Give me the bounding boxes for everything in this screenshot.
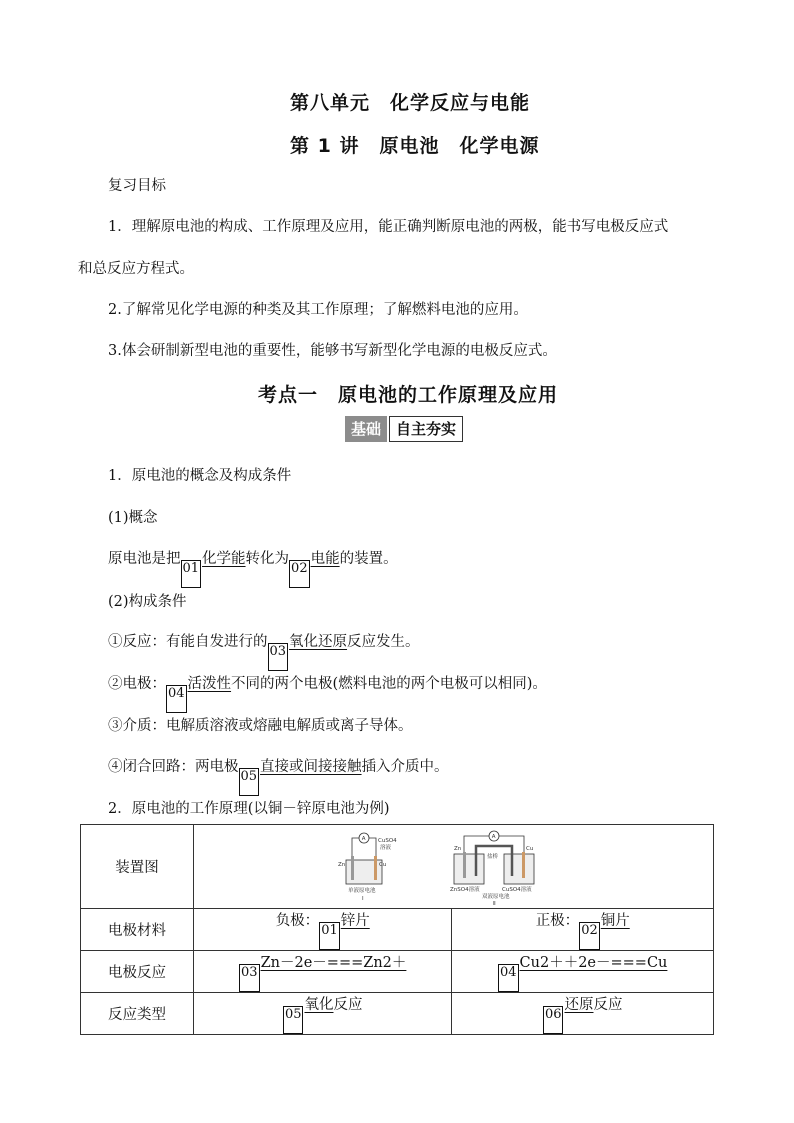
answer-zn-oxidation: Zn－2e－===Zn2＋ [260, 955, 407, 971]
cell-diagram [334, 828, 574, 906]
condition-1 [108, 630, 420, 671]
c1-text-a: ①反应：有能自发进行的 [108, 634, 268, 650]
section-tag [345, 416, 463, 442]
d2-cu-label: Cu [525, 845, 533, 852]
tag-basic: 基础 [345, 416, 387, 442]
condition-heading: (2)构成条件 [108, 594, 187, 610]
answer-redox: 氧化还原 [289, 634, 348, 650]
row-label-reaction: 电极反应 [81, 951, 194, 993]
c4-text-b: 插入介质中。 [361, 759, 449, 775]
table-row [81, 825, 714, 909]
answer-copper: 铜片 [600, 913, 630, 929]
concept-line [108, 547, 398, 588]
goal-1-line-2: 和总反应方程式。 [78, 261, 194, 277]
d2-sol-left: ZnSO4溶液 [449, 886, 480, 893]
p2-heading: 2．原电池的工作原理(以铜－锌原电池为例) [108, 801, 390, 817]
pos-type-suffix: 反应 [593, 997, 623, 1013]
positive-reaction-cell [452, 951, 714, 993]
principle-table [80, 824, 714, 1035]
d1-roman: Ⅰ [361, 895, 364, 902]
blank-number-01: 01 [181, 560, 202, 588]
d2-caption: 双液原电池 [481, 893, 510, 900]
d2-zn-label: Zn [453, 845, 461, 852]
answer-cu-reduction: Cu2＋＋2e－===Cu [519, 955, 668, 971]
positive-electrode-cell [452, 909, 714, 951]
answer-contact: 直接或间接接触 [260, 759, 362, 775]
t-blank-03: 03 [239, 964, 260, 992]
p1-heading: 1．原电池的概念及构成条件 [108, 468, 292, 484]
answer-zinc: 锌片 [340, 913, 370, 929]
answer-reduction: 还原 [564, 997, 594, 1013]
c1-text-b: 反应发生。 [347, 634, 420, 650]
table-row [81, 951, 714, 993]
t-blank-06: 06 [543, 1006, 564, 1034]
condition-2 [108, 672, 547, 713]
tag-self-study: 自主夯实 [389, 416, 463, 442]
d2-sol-right: CuSO4溶液 [501, 886, 532, 893]
single-cell-diagram [338, 833, 397, 902]
concept-text-b: 转化为 [245, 551, 290, 567]
concept-heading: (1)概念 [108, 510, 158, 526]
concept-text-a: 原电池是把 [108, 551, 181, 567]
table-row [81, 909, 714, 951]
d2-roman: Ⅱ [492, 900, 496, 906]
answer-oxidation: 氧化 [304, 997, 334, 1013]
unit-title: 第八单元 化学反应与电能 [290, 92, 531, 114]
d1-solution-label: CuSO4 [377, 837, 397, 844]
d2-ammeter-label: A [491, 833, 496, 840]
blank-number-04: 04 [166, 685, 187, 713]
pos-prefix: 正极： [535, 913, 580, 929]
neg-type-suffix: 反应 [333, 997, 363, 1013]
beaker-right-icon [504, 854, 534, 884]
lesson-title: 第 1 讲 原电池 化学电源 [290, 135, 540, 157]
section-title: 考点一 原电池的工作原理及应用 [258, 384, 559, 406]
row-label-device: 装置图 [81, 825, 194, 909]
t-blank-01: 01 [319, 922, 340, 950]
row-label-material: 电极材料 [81, 909, 194, 951]
goal-3: 3.体会研制新型电池的重要性，能够书写新型化学电源的电极反应式。 [108, 343, 557, 359]
d1-ammeter-label: A [361, 835, 366, 842]
c2-text-b: 不同的两个电极(燃料电池的两个电极可以相同)。 [231, 676, 547, 692]
answer-chemical-energy: 化学能 [202, 551, 246, 567]
double-cell-diagram [450, 831, 534, 906]
blank-number-03: 03 [268, 643, 289, 671]
answer-electric-energy: 电能 [310, 551, 340, 567]
blank-number-02: 02 [289, 560, 310, 588]
concept-text-c: 的装置。 [339, 551, 398, 567]
d1-zn-label: Zn [337, 861, 345, 868]
negative-type-cell [194, 993, 452, 1035]
c2-text-a: ②电极： [108, 676, 166, 692]
negative-electrode-cell [194, 909, 452, 951]
row-label-type: 反应类型 [81, 993, 194, 1035]
d1-solution-label-2: 溶液 [379, 844, 391, 851]
answer-activity: 活泼性 [187, 676, 232, 692]
blank-number-05: 05 [239, 768, 260, 796]
positive-type-cell [452, 993, 714, 1035]
review-heading: 复习目标 [108, 178, 166, 194]
neg-prefix: 负极： [275, 913, 320, 929]
table-row [81, 993, 714, 1035]
c4-text-a: ④闭合回路：两电极 [108, 759, 239, 775]
device-diagram-cell [194, 825, 714, 909]
condition-3: ③介质：电解质溶液或熔融电解质或离子导体。 [108, 718, 413, 734]
d1-caption: 单液原电池 [347, 887, 376, 894]
d2-bridge-label: 盐桥 [486, 853, 498, 860]
goal-1-line-1: 1．理解原电池的构成、工作原理及应用，能正确判断原电池的两极，能书写电极反应式 [108, 219, 669, 235]
condition-4 [108, 755, 449, 796]
d1-cu-label: Cu [378, 861, 386, 868]
negative-reaction-cell [194, 951, 452, 993]
t-blank-05: 05 [283, 1006, 304, 1034]
goal-2: 2.了解常见化学电源的种类及其工作原理；了解燃料电池的应用。 [108, 302, 528, 318]
t-blank-04: 04 [498, 964, 519, 992]
t-blank-02: 02 [579, 922, 600, 950]
beaker-left-icon [454, 854, 484, 884]
